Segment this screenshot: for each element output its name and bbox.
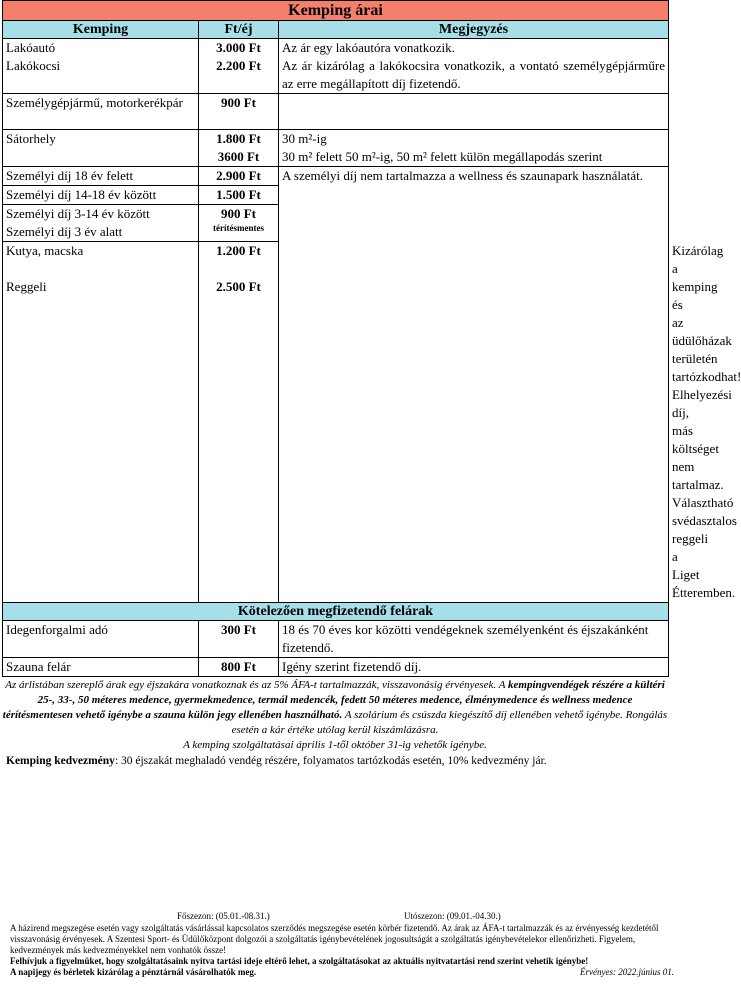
header-price: Ft/éj <box>199 21 279 39</box>
row-label-ifa: Idegenforgalmi adó <box>6 622 108 637</box>
footnote-line-2: kempingvendégek részére a kültéri 25-, 33-, 50 méteres medence, gyermekmedence, termál medencék, fedett 50 méteres medence, élménymedence és wellness medence térítésmentesen vehető igénybe a szauna külön jegy ellenében használható. <box>2 679 665 721</box>
row-label-szemelyi-0: Személyi díj 3 év alatt <box>6 224 123 239</box>
row-label-lakokocsi: Lakókocsi <box>6 58 61 73</box>
table-row <box>3 130 669 167</box>
row-note-szauna: Igény szerint fizetendő díj. <box>282 659 422 674</box>
terms-text: A házirend megszegése esetén vagy szolgáltatás vásárlással kapcsolatos szerződés megszegése esetén körbér fizetendő. Az árak az ÁFA-t tartalmazzák és az érvényesség kezdetétől visszavonásig érvényesek. A Szentesi Sport- és Üdülőközpont dolgozói a szolgáltatás igénybevételének jogosultságát a szolgáltatás igénybevételekor ellenőrizheti. Figyelem, kedvezmények más kedvezményekkel nem vonhatók össze! <box>10 923 659 955</box>
row-price-szemelyi-14: 1.500 Ft <box>216 187 261 202</box>
row-price-szemelygepjarmu: 900 Ft <box>220 95 257 110</box>
row-note-satorhely-1: 30 m²-ig <box>282 131 327 146</box>
table-row <box>3 621 669 658</box>
row-price-szemelyi-0: térítésmentes <box>213 223 264 233</box>
row-label-lakoauto: Lakóautó <box>6 40 56 55</box>
row-price-satorhely-1: 1.800 Ft <box>216 131 261 146</box>
footnote-line-3: A szolárium és csúszda kiegészítő díj ellenében vehető igénybe. Rongálás esetén a kár értéke utólag kerül kiszámlázásra. <box>231 709 668 736</box>
header-note: Megjegyzés <box>279 21 669 39</box>
row-note-lakoauto: Az ár egy lakóautóra vonatkozik. <box>282 40 455 55</box>
table-title: Kemping árai <box>3 1 669 21</box>
row-label-reggeli: Reggeli <box>6 279 47 294</box>
row-label-szemelyi-3: Személyi díj 3-14 év között <box>6 206 150 221</box>
row-price-lakokocsi: 2.200 Ft <box>216 58 261 73</box>
row-label-szemelygepjarmu: Személygépjármű, motorkerékpár <box>6 95 183 110</box>
row-price-reggeli: 2.500 Ft <box>216 279 261 294</box>
row-price-szemelyi-3: 900 Ft <box>220 206 257 221</box>
post-season: Utószezon: (09.01.-04.30.) <box>404 911 501 921</box>
section-title-surcharges: Kötelezően megfizetendő felárak <box>3 603 669 621</box>
discount-label: Kemping kedvezmény <box>6 755 115 767</box>
row-price-kutya: 1.200 Ft <box>216 243 261 258</box>
row-price-lakoauto: 3.000 Ft <box>216 40 261 55</box>
row-price-ifa: 300 Ft <box>220 622 257 637</box>
row-label-szemelyi-18: Személyi díj 18 év felett <box>6 168 134 183</box>
price-list <box>2 0 741 767</box>
high-season: Főszezon: (05.01.-08.31.) <box>177 911 270 921</box>
row-label-szauna: Szauna felár <box>6 659 71 674</box>
footnote-line-1: Az árlistában szereplő árak egy éjszakára vonatkoznak és az 5% ÁFA-t tartalmazzák, visszavonásig érvényesek. A <box>5 679 506 691</box>
row-note-szemelygepjarmu <box>279 94 669 130</box>
table-row <box>3 39 669 94</box>
camping-price-table <box>2 0 741 677</box>
table-row <box>3 658 669 677</box>
row-note-lakokocsi: Az ár kizárólag a lakókocsira vonatkozik, a vontató személygépjárműre az erre megállapított díj fizetendő. <box>282 58 665 91</box>
row-label-szemelyi-14: Személyi díj 14-18 év között <box>6 187 157 202</box>
row-label-kutya: Kutya, macska <box>6 243 84 258</box>
ticket-notice: A napijegy és bérletek kizárólag a pénztárnál vásárolhatók meg. <box>10 967 257 977</box>
table-row <box>3 94 669 130</box>
camping-discount <box>2 755 668 767</box>
opening-notice: Felhívjuk a figyelmüket, hogy szolgáltatásaink nyitva tartási ideje eltérő lehet, a szolgáltatásokat az aktuális nyitvatartási rend szerint vehetik igénybe! <box>10 956 589 966</box>
discount-text: : 30 éjszakát meghaladó vendég részére, folyamatos tartózkodás esetén, 10% kedvezmény jár. <box>114 755 547 767</box>
row-price-szemelyi-18: 2.900 Ft <box>216 168 261 183</box>
footnote-line-4: A kemping szolgáltatásai április 1-től október 31-ig vehetők igénybe. <box>183 739 487 751</box>
header-kemping: Kemping <box>3 21 199 39</box>
bottom-terms <box>10 911 674 978</box>
price-footnote <box>2 678 668 753</box>
row-note-ifa: 18 és 70 éves kor közötti vendégeknek személyenként és éjszakánként fizetendő. <box>282 622 649 655</box>
row-label-satorhely: Sátorhely <box>6 131 56 146</box>
row-note-szemelyi: A személyi díj nem tartalmazza a wellness és szaunapark használatát. <box>282 168 643 183</box>
row-note-satorhely-2: 30 m² felett 50 m²-ig, 50 m² felett külön megállapodás szerint <box>282 149 603 164</box>
table-row: Kutya, macska Reggeli 1.200 Ft 2.500 Ft Kizárólag a kemping és az üdülőházak területén tartózkodhat! Elhelyezési díj, más költséget nem tartalmaz. Választható svédasztalos reggeli a Liget Étteremben. <box>3 242 669 603</box>
row-price-satorhely-2: 3600 Ft <box>217 149 260 164</box>
validity-date: Érvényes: 2022.június 01. <box>580 967 674 977</box>
row-price-szauna: 800 Ft <box>220 659 257 674</box>
table-row <box>3 167 669 186</box>
